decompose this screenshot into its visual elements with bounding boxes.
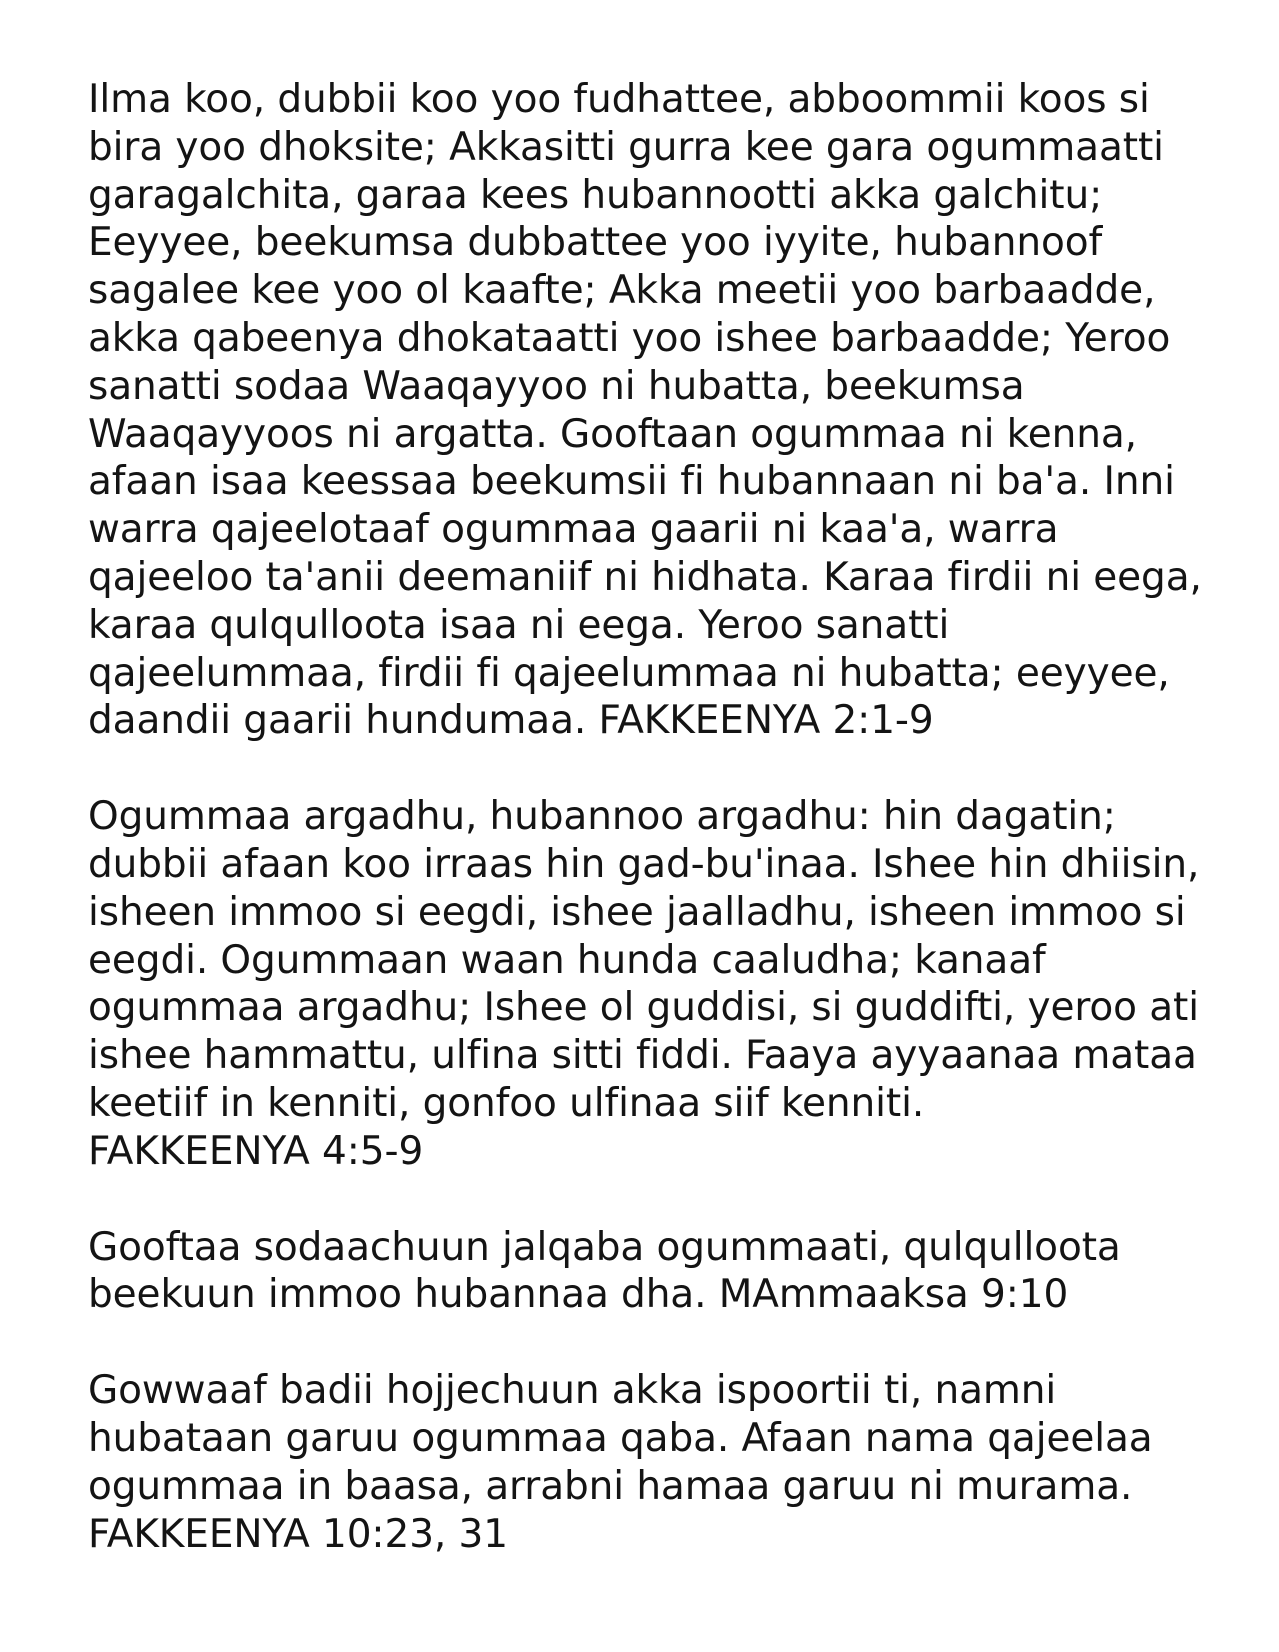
document-page bbox=[88, 76, 1228, 1606]
paragraph-proverbs-4: Ogummaa argadhu, hubannoo argadhu: hin dagatin; dubbii afaan koo irraas hin gad-bu'inaa. Ishee hin dhiisin, isheen immoo si eegdi, ishee jaalladhu, isheen immoo si eegdi. Ogummaan waan hunda caaludha; kanaaf ogummaa argadhu; Ishee ol guddisi, si guddifti, yeroo ati ishee hammattu, ulfina sitti fiddi. Faaya ayyaanaa mataa keetiif in kenniti, gonfoo ulfinaa siif kenniti. FAKKEENYA 4:5-9 bbox=[88, 794, 1200, 1174]
paragraph-proverbs-10: Gowwaaf badii hojjechuun akka ispoortii ti, namni hubataan garuu ogummaa qaba. Afaan nama qajeelaa ogummaa in baasa, arrabni hamaa garuu ni murama. FAKKEENYA 10:23, 31 bbox=[88, 1368, 1153, 1557]
paragraph-proverbs-9: Gooftaa sodaachuun jalqaba ogummaati, qulqulloota beekuun immoo hubannaa dha. MAmmaaksa 9:10 bbox=[88, 1224, 1121, 1318]
paragraph-proverbs-2: Ilma koo, dubbii koo yoo fudhattee, abboommii koos si bira yoo dhoksite; Akkasitti gurra kee gara ogummaatti garagalchita, garaa kees hubannootti akka galchitu; Eeyyee, beekumsa dubbattee yoo iyyite, hubannoof sagalee kee yoo ol kaafte; Akka meetii yoo barbaadde, akka qabeenya dhokataatti yoo ishee barbaadde; Yeroo sanatti sodaa Waaqayyoo ni hubatta, beekumsa Waaqayyoos ni argatta. Gooftaan ogummaa ni kenna, afaan isaa keessaa beekumsii fi hubannaan ni ba'a. Inni warra qajeelotaaf ogummaa gaarii ni kaa'a, warra qajeeloo ta'anii deemaniif ni hidhata. Karaa firdii ni eega, karaa qulqulloota isaa ni eega. Yeroo sanatti qajeelummaa, firdii fi qajeelummaa ni hubatta; eeyyee, daandii gaarii hundumaa. FAKKEENYA 2:1-9 bbox=[88, 77, 1202, 744]
